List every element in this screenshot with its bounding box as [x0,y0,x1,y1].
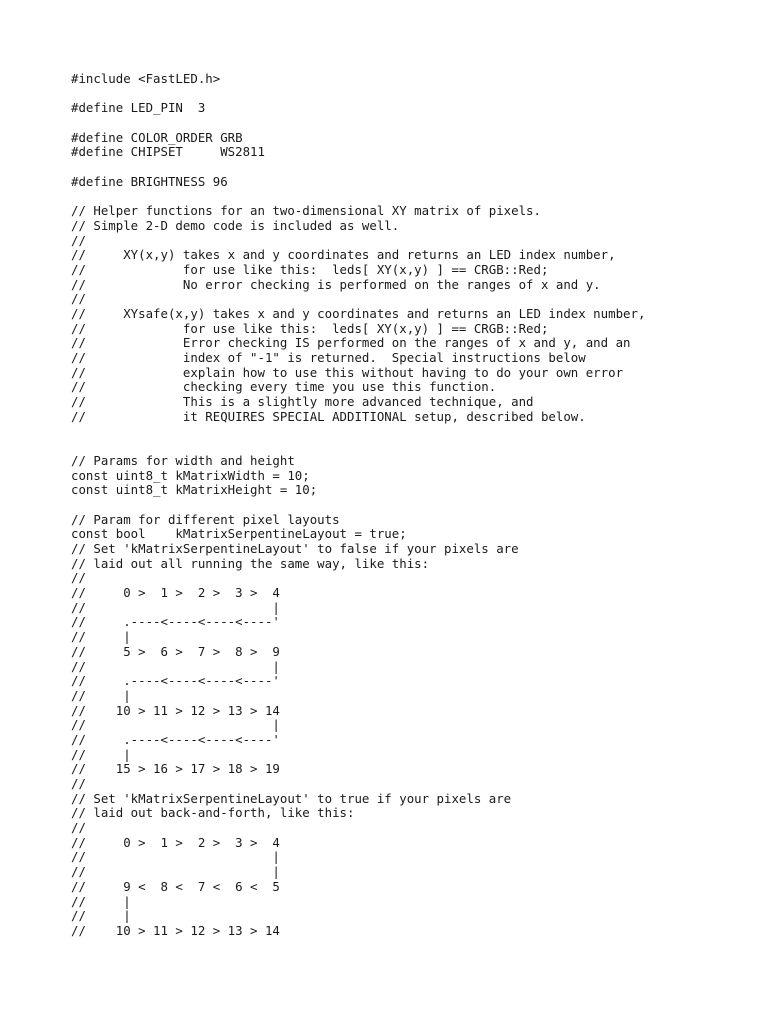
code-line: // Set 'kMatrixSerpentineLayout' to true if your pixels are [71,790,512,806]
code-line: const uint8_t kMatrixHeight = 10; [71,482,318,498]
code-line: // 0 > 1 > 2 > 3 > 4 [71,834,280,850]
code-line: // Set 'kMatrixSerpentineLayout' to false if your pixels are [71,541,519,556]
code-line: // | [71,746,131,762]
code-line [71,160,645,175]
code-line: // No error checking is performed on the ranges of x and y. [71,276,601,292]
code-line: // checking every time you use this function. [71,379,497,395]
code-line: // explain how to use this without having to do your own error [71,364,624,380]
code-line: // [71,776,86,791]
code-line: // | [71,687,131,703]
code-line: // index of "-1" is returned. Special instructions below [71,350,586,366]
code-line: // .----<----<----<----' [71,614,280,630]
code-line: // [71,232,86,248]
code-line: // 0 > 1 > 2 > 3 > 4 [71,585,280,601]
code-line: // for use like this: leds[ XY(x,y) ] == CRGB::Red; [71,320,549,336]
code-line: // [71,291,86,307]
code-line: // | [71,908,131,924]
code-line: const bool kMatrixSerpentineLayout = true; [71,526,407,542]
code-line: #include <FastLED.h> [71,71,221,86]
code-line: // XYsafe(x,y) takes x and y coordinates and returns an LED index number, [71,306,646,321]
code-line: // .----<----<----<----' [71,673,280,689]
code-line: // | [71,658,280,674]
code-line: // for use like this: leds[ XY(x,y) ] == CRGB::Red; [71,261,549,277]
code-line: // Params for width and height [71,452,295,468]
code-line: // [71,570,86,586]
code-line: const uint8_t kMatrixWidth = 10; [71,467,310,483]
code-line: // | [71,893,131,909]
code-line: // 10 > 11 > 12 > 13 > 14 [71,702,280,718]
code-line: #define CHIPSET WS2811 [71,144,265,160]
code-line: // Param for different pixel layouts [71,511,340,527]
code-line: // This is a slightly more advanced technique, and [71,394,534,410]
code-listing [71,72,645,939]
code-line [71,439,645,454]
code-line: // [71,820,86,836]
code-line [71,425,645,440]
code-line: // Simple 2-D demo code is included as well. [71,217,400,233]
code-line: // 9 < 8 < 7 < 6 < 5 [71,878,280,894]
code-line: // | [71,629,131,645]
code-line: #define BRIGHTNESS 96 [71,173,228,189]
code-line: // XY(x,y) takes x and y coordinates and returns an LED index number, [71,247,616,263]
code-line: #define LED_PIN 3 [71,100,206,116]
code-line [71,190,645,205]
code-line: // | [71,599,280,615]
code-line: // it REQUIRES SPECIAL ADDITIONAL setup, described below. [71,408,586,424]
code-line: // 5 > 6 > 7 > 8 > 9 [71,643,280,659]
code-line: // | [71,864,280,880]
code-line: // Helper functions for an two-dimensional XY matrix of pixels. [71,203,541,219]
code-line: // 10 > 11 > 12 > 13 > 14 [71,922,280,938]
code-line [71,116,645,131]
code-line: // .----<----<----<----' [71,731,280,747]
code-line: // | [71,717,280,733]
code-line: // laid out all running the same way, like this: [71,555,430,571]
code-line [71,498,645,513]
code-line: // 15 > 16 > 17 > 18 > 19 [71,761,280,777]
code-line: // laid out back-and-forth, like this: [71,805,355,821]
code-line: // | [71,849,280,865]
code-line: // Error checking IS performed on the ranges of x and y, and an [71,335,631,351]
code-line: #define COLOR_ORDER GRB [71,129,243,145]
code-line [71,87,645,102]
